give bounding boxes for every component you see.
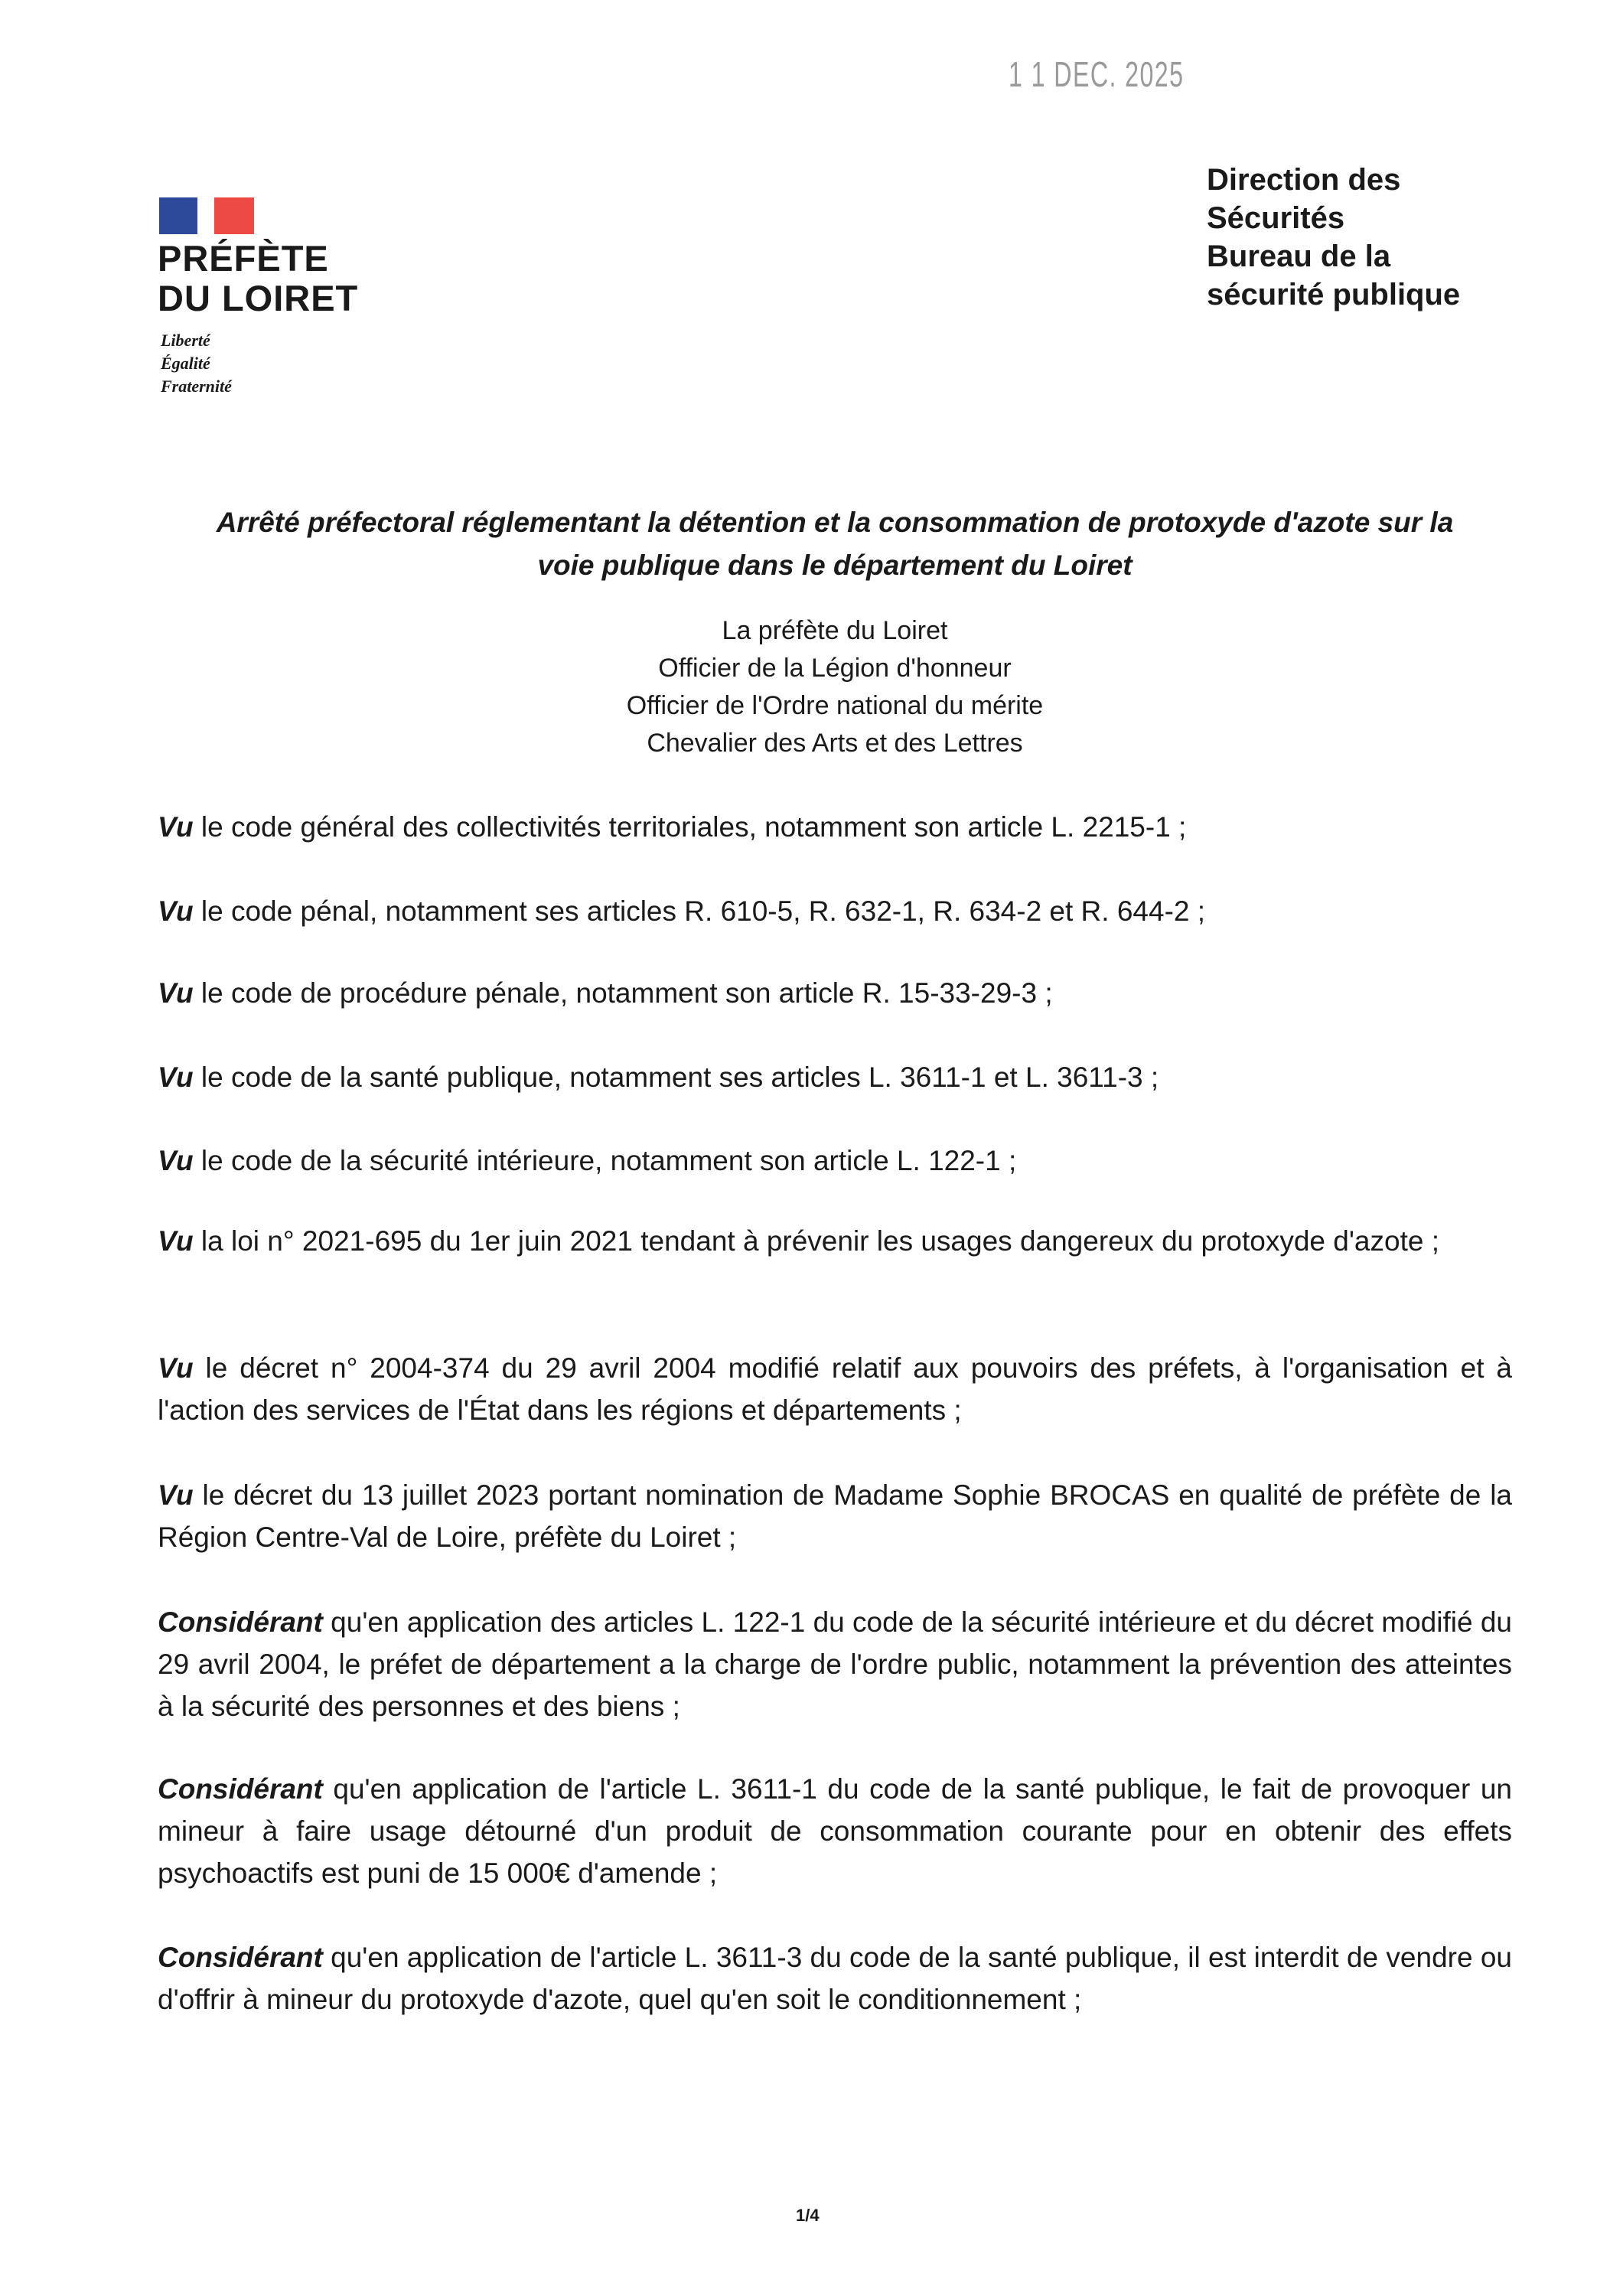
paragraph-lead: Vu xyxy=(158,1145,194,1176)
paragraph-vu-loi-2021 xyxy=(158,1220,1512,1262)
paragraph-lead: Vu xyxy=(158,977,194,1009)
prefecture-name xyxy=(158,239,358,318)
paragraph-lead: Vu xyxy=(158,895,194,927)
signer-line: Officier de la Légion d'honneur xyxy=(658,654,1012,683)
paragraph-lead: Vu xyxy=(158,1352,194,1384)
document-title xyxy=(158,501,1512,587)
paragraph-considerant-l3611-3 xyxy=(158,1936,1512,2020)
motto-egalite: Égalité xyxy=(161,354,210,373)
paragraph-lead: Considérant xyxy=(158,1606,323,1638)
paragraph-vu-cgct xyxy=(158,806,1512,848)
paragraph-lead: Considérant xyxy=(158,1773,323,1805)
issuing-service xyxy=(1207,161,1460,314)
paragraph-lead: Considérant xyxy=(158,1942,323,1973)
paragraph-text: la loi n° 2021-695 du 1er juin 2021 tendant à prévenir les usages dangereux du protoxyde d'azote ; xyxy=(200,1225,1440,1257)
paragraph-vu-procedure-penale xyxy=(158,972,1512,1014)
signer-line: Chevalier des Arts et des Lettres xyxy=(647,729,1023,758)
title-line: Arrêté préfectoral réglementant la détention et la consommation de protoxyde d'azote sur la xyxy=(216,507,1454,538)
paragraph-lead: Vu xyxy=(158,1062,194,1093)
signer-line: Officier de l'Ordre national du mérite xyxy=(626,691,1044,720)
paragraph-text: qu'en application de l'article L. 3611-3 du code de la santé publique, il est interdit de vendre ou d'offrir à mineur du protoxyde d'azote, quel qu'en soit le conditionnement ; xyxy=(158,1942,1512,2015)
paragraph-vu-decret-2004 xyxy=(158,1347,1512,1431)
paragraph-considerant-ordre-public xyxy=(158,1601,1512,1727)
title-line: voie publique dans le département du Loiret xyxy=(537,550,1133,581)
paragraph-lead: Vu xyxy=(158,811,194,843)
page-number: 1/4 xyxy=(796,2206,820,2225)
paragraph-text: le code de la santé publique, notamment ses articles L. 3611-1 et L. 3611-3 ; xyxy=(200,1062,1159,1093)
paragraph-vu-decret-nomination xyxy=(158,1474,1512,1558)
paragraph-text: le décret n° 2004-374 du 29 avril 2004 modifié relatif aux pouvoirs des préfets, à l'organisation et à l'action des services de l'État dans les régions et départements ; xyxy=(158,1352,1513,1426)
paragraph-lead: Vu xyxy=(158,1225,194,1257)
received-date-stamp: 1 1 DEC. 2025 xyxy=(1009,54,1185,94)
republic-flag-logo xyxy=(159,197,254,234)
paragraph-text: qu'en application de l'article L. 3611-1 du code de la santé publique, le fait de provoquer un mineur à faire usage détourné d'un produit de consommation courante pour en obtenir des effets psychoactifs est puni de 15 000€ d'amende ; xyxy=(158,1773,1512,1889)
paragraph-text: le code général des collectivités territoriales, notamment son article L. 2215-1 ; xyxy=(200,811,1187,843)
paragraph-vu-code-penal xyxy=(158,890,1512,932)
signer-line: La préfète du Loiret xyxy=(722,616,948,645)
paragraph-text: le décret du 13 juillet 2023 portant nomination de Madame Sophie BROCAS en qualité de préfète de la Région Centre-Val de Loire, préfète du Loiret ; xyxy=(158,1479,1513,1553)
motto-liberte: Liberté xyxy=(161,331,210,350)
paragraph-text: le code pénal, notamment ses articles R. 610-5, R. 632-1, R. 634-2 et R. 644-2 ; xyxy=(200,895,1206,927)
prefecture-line-1: PRÉFÈTE xyxy=(158,238,329,279)
service-line: sécurité publique xyxy=(1207,278,1461,311)
paragraph-considerant-l3611-1 xyxy=(158,1768,1512,1894)
paragraph-text: le code de procédure pénale, notamment son article R. 15-33-29-3 ; xyxy=(200,977,1053,1009)
motto-fraternite: Fraternité xyxy=(161,377,232,396)
service-line: Bureau de la xyxy=(1207,240,1391,273)
paragraph-vu-securite-interieure xyxy=(158,1140,1512,1182)
signer-block xyxy=(158,612,1512,762)
paragraph-lead: Vu xyxy=(158,1479,194,1511)
paragraph-vu-sante-publique xyxy=(158,1056,1512,1098)
prefecture-line-2: DU LOIRET xyxy=(158,278,359,318)
service-line: Direction des xyxy=(1207,163,1401,197)
paragraph-text: le code de la sécurité intérieure, notamment son article L. 122-1 ; xyxy=(200,1145,1017,1176)
paragraph-text: qu'en application des articles L. 122-1 du code de la sécurité intérieure et du décret modifié du 29 avril 2004, le préfet de département a la charge de l'ordre public, notamment la prévention des atteintes à la sécurité des personnes et des biens ; xyxy=(158,1606,1513,1722)
republic-motto xyxy=(161,329,232,398)
service-line: Sécurités xyxy=(1207,201,1345,235)
